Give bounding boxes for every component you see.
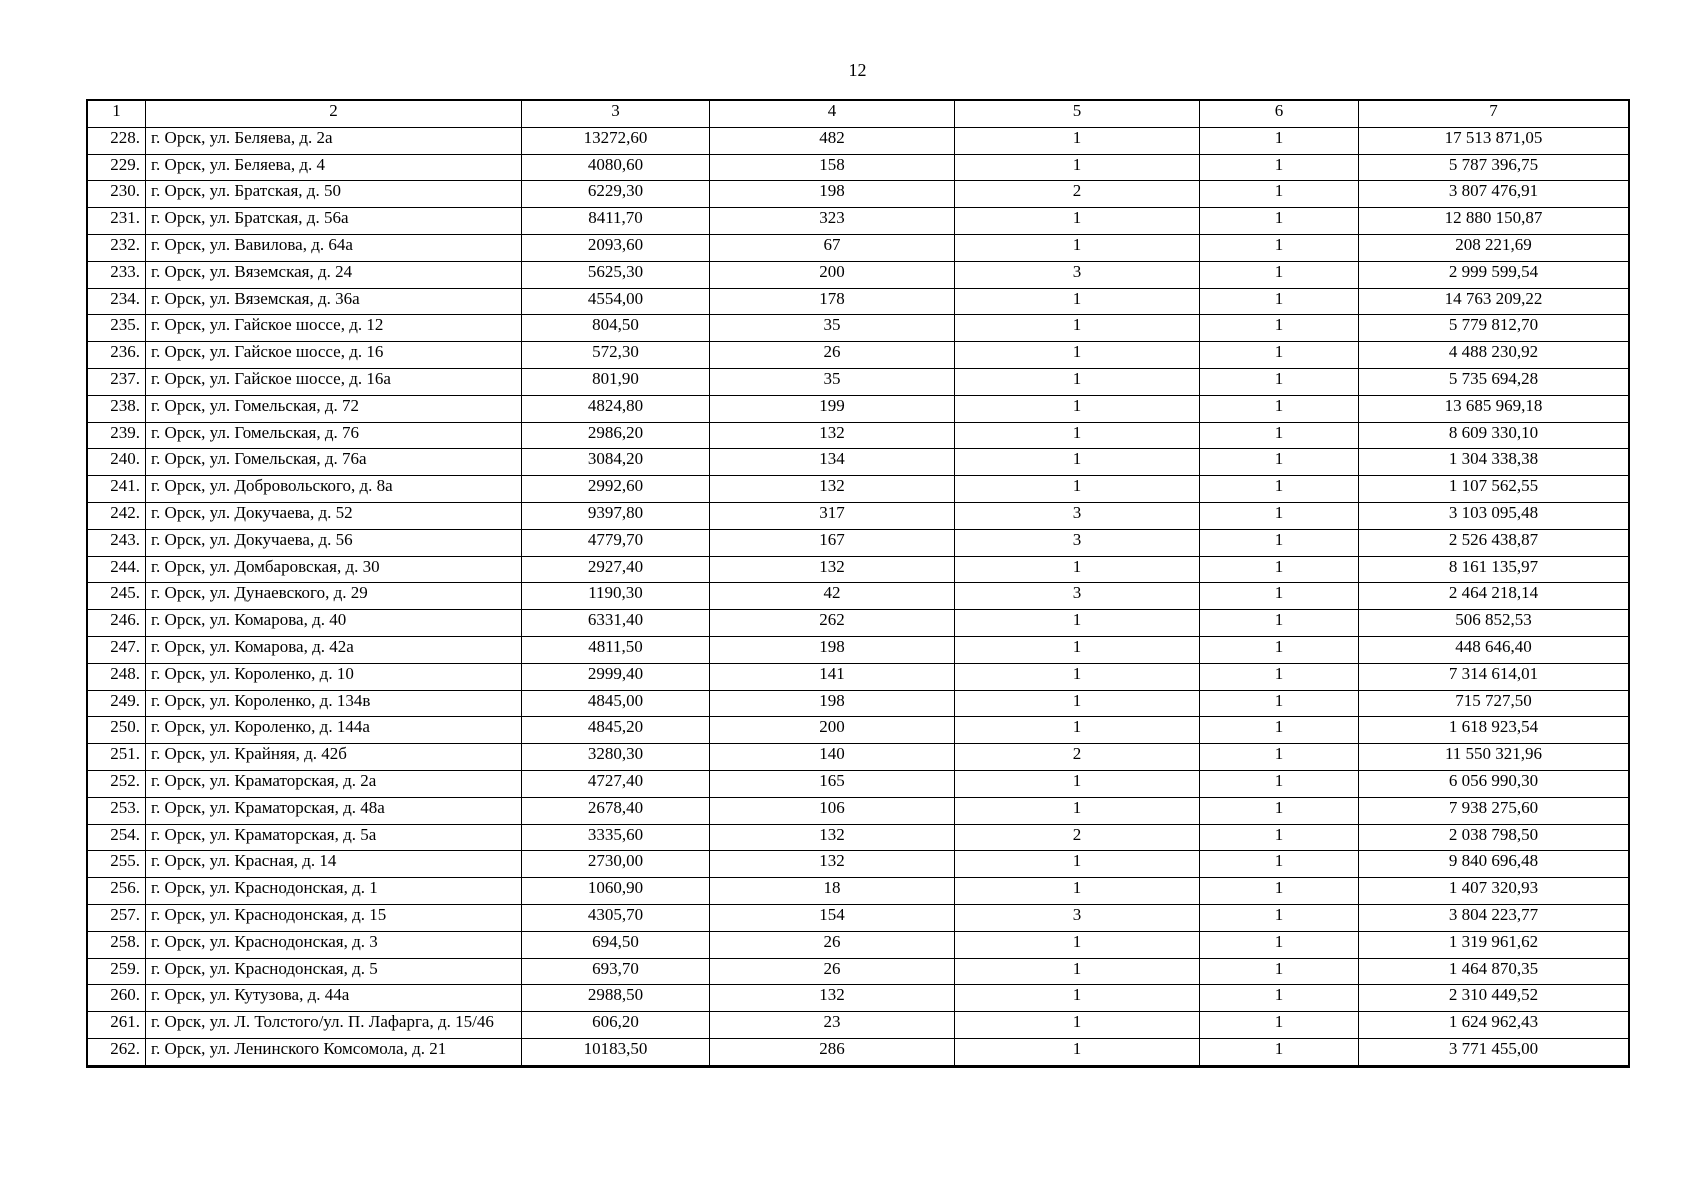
amount-cell: 13 685 969,18	[1359, 395, 1629, 422]
address-cell: г. Орск, ул. Домбаровская, д. 30	[146, 556, 522, 583]
column-5-cell: 1	[955, 851, 1200, 878]
address-cell: г. Орск, ул. Гомельская, д. 76а	[146, 449, 522, 476]
area-cell: 4554,00	[522, 288, 710, 315]
area-cell: 9397,80	[522, 502, 710, 529]
row-number-cell: 233.	[88, 261, 146, 288]
column-6-cell: 1	[1200, 288, 1359, 315]
column-5-cell: 3	[955, 529, 1200, 556]
column-4-cell: 482	[710, 127, 955, 154]
row-number-cell: 248.	[88, 663, 146, 690]
column-5-cell: 1	[955, 610, 1200, 637]
column-5-cell: 3	[955, 261, 1200, 288]
area-cell: 606,20	[522, 1012, 710, 1039]
amount-cell: 17 513 871,05	[1359, 127, 1629, 154]
column-5-cell: 2	[955, 744, 1200, 771]
column-4-cell: 106	[710, 797, 955, 824]
column-6-cell: 1	[1200, 958, 1359, 985]
table-row	[88, 127, 1629, 154]
amount-cell: 1 304 338,38	[1359, 449, 1629, 476]
column-header-1: 1	[88, 101, 146, 128]
amount-cell: 7 938 275,60	[1359, 797, 1629, 824]
address-cell: г. Орск, ул. Гайское шоссе, д. 16	[146, 342, 522, 369]
amount-cell: 2 999 599,54	[1359, 261, 1629, 288]
amount-cell: 4 488 230,92	[1359, 342, 1629, 369]
amount-cell: 1 624 962,43	[1359, 1012, 1629, 1039]
address-cell: г. Орск, ул. Комарова, д. 42а	[146, 636, 522, 663]
amount-cell: 3 771 455,00	[1359, 1038, 1629, 1065]
amount-cell: 715 727,50	[1359, 690, 1629, 717]
amount-cell: 1 319 961,62	[1359, 931, 1629, 958]
column-6-cell: 1	[1200, 556, 1359, 583]
area-cell: 2730,00	[522, 851, 710, 878]
column-4-cell: 154	[710, 904, 955, 931]
address-cell: г. Орск, ул. Комарова, д. 40	[146, 610, 522, 637]
column-4-cell: 199	[710, 395, 955, 422]
table-row	[88, 208, 1629, 235]
column-header-2: 2	[146, 101, 522, 128]
column-6-cell: 1	[1200, 824, 1359, 851]
area-cell: 8411,70	[522, 208, 710, 235]
column-5-cell: 1	[955, 636, 1200, 663]
column-5-cell: 1	[955, 931, 1200, 958]
address-cell: г. Орск, ул. Короленко, д. 10	[146, 663, 522, 690]
area-cell: 804,50	[522, 315, 710, 342]
column-4-cell: 317	[710, 502, 955, 529]
column-6-cell: 1	[1200, 770, 1359, 797]
column-4-cell: 23	[710, 1012, 955, 1039]
area-cell: 4845,20	[522, 717, 710, 744]
table-row	[88, 878, 1629, 905]
table-row	[88, 797, 1629, 824]
address-cell: г. Орск, ул. Вяземская, д. 36а	[146, 288, 522, 315]
row-number-cell: 255.	[88, 851, 146, 878]
column-5-cell: 3	[955, 583, 1200, 610]
address-cell: г. Орск, ул. Краснодонская, д. 15	[146, 904, 522, 931]
address-cell: г. Орск, ул. Братская, д. 56а	[146, 208, 522, 235]
row-number-cell: 253.	[88, 797, 146, 824]
row-number-cell: 250.	[88, 717, 146, 744]
column-header-3: 3	[522, 101, 710, 128]
row-number-cell: 241.	[88, 476, 146, 503]
column-5-cell: 2	[955, 181, 1200, 208]
amount-cell: 208 221,69	[1359, 234, 1629, 261]
page-number: 12	[848, 60, 867, 80]
address-cell: г. Орск, ул. Братская, д. 50	[146, 181, 522, 208]
column-6-cell: 1	[1200, 717, 1359, 744]
address-cell: г. Орск, ул. Гомельская, д. 76	[146, 422, 522, 449]
area-cell: 5625,30	[522, 261, 710, 288]
address-cell: г. Орск, ул. Ленинского Комсомола, д. 21	[146, 1038, 522, 1065]
amount-cell: 1 618 923,54	[1359, 717, 1629, 744]
table-row	[88, 234, 1629, 261]
row-number-cell: 259.	[88, 958, 146, 985]
column-5-cell: 1	[955, 958, 1200, 985]
amount-cell: 11 550 321,96	[1359, 744, 1629, 771]
column-4-cell: 132	[710, 422, 955, 449]
area-cell: 6229,30	[522, 181, 710, 208]
column-6-cell: 1	[1200, 181, 1359, 208]
area-cell: 2999,40	[522, 663, 710, 690]
column-5-cell: 1	[955, 1012, 1200, 1039]
row-number-cell: 228.	[88, 127, 146, 154]
row-number-cell: 229.	[88, 154, 146, 181]
area-cell: 2992,60	[522, 476, 710, 503]
column-6-cell: 1	[1200, 342, 1359, 369]
column-5-cell: 1	[955, 127, 1200, 154]
row-number-cell: 251.	[88, 744, 146, 771]
row-number-cell: 230.	[88, 181, 146, 208]
area-cell: 693,70	[522, 958, 710, 985]
address-cell: г. Орск, ул. Л. Толстого/ул. П. Лафарга, д. 15/46	[146, 1012, 522, 1039]
column-6-cell: 1	[1200, 690, 1359, 717]
column-4-cell: 140	[710, 744, 955, 771]
column-4-cell: 200	[710, 261, 955, 288]
row-number-cell: 237.	[88, 368, 146, 395]
column-4-cell: 158	[710, 154, 955, 181]
column-5-cell: 1	[955, 1038, 1200, 1065]
row-number-cell: 247.	[88, 636, 146, 663]
column-4-cell: 132	[710, 851, 955, 878]
column-5-cell: 1	[955, 556, 1200, 583]
row-number-cell: 258.	[88, 931, 146, 958]
column-6-cell: 1	[1200, 127, 1359, 154]
area-cell: 694,50	[522, 931, 710, 958]
row-number-cell: 244.	[88, 556, 146, 583]
column-6-cell: 1	[1200, 529, 1359, 556]
header-row	[88, 101, 1629, 128]
column-4-cell: 198	[710, 181, 955, 208]
column-6-cell: 1	[1200, 878, 1359, 905]
column-6-cell: 1	[1200, 395, 1359, 422]
row-number-cell: 236.	[88, 342, 146, 369]
amount-cell: 5 735 694,28	[1359, 368, 1629, 395]
address-cell: г. Орск, ул. Краматорская, д. 48а	[146, 797, 522, 824]
area-cell: 572,30	[522, 342, 710, 369]
column-6-cell: 1	[1200, 422, 1359, 449]
housing-registry-table	[87, 100, 1629, 1067]
table-row	[88, 1038, 1629, 1065]
column-5-cell: 1	[955, 395, 1200, 422]
address-cell: г. Орск, ул. Беляева, д. 2а	[146, 127, 522, 154]
table-row	[88, 529, 1629, 556]
column-4-cell: 35	[710, 368, 955, 395]
table-row	[88, 502, 1629, 529]
table-row	[88, 1012, 1629, 1039]
amount-cell: 2 526 438,87	[1359, 529, 1629, 556]
table-row	[88, 931, 1629, 958]
amount-cell: 2 310 449,52	[1359, 985, 1629, 1012]
column-4-cell: 134	[710, 449, 955, 476]
column-6-cell: 1	[1200, 583, 1359, 610]
address-cell: г. Орск, ул. Крайняя, д. 42б	[146, 744, 522, 771]
amount-cell: 8 161 135,97	[1359, 556, 1629, 583]
area-cell: 2927,40	[522, 556, 710, 583]
column-header-5: 5	[955, 101, 1200, 128]
column-6-cell: 1	[1200, 234, 1359, 261]
column-6-cell: 1	[1200, 931, 1359, 958]
column-4-cell: 200	[710, 717, 955, 744]
address-cell: г. Орск, ул. Краматорская, д. 5а	[146, 824, 522, 851]
table-row	[88, 556, 1629, 583]
address-cell: г. Орск, ул. Гомельская, д. 72	[146, 395, 522, 422]
amount-cell: 2 038 798,50	[1359, 824, 1629, 851]
table-row	[88, 154, 1629, 181]
column-5-cell: 1	[955, 234, 1200, 261]
address-cell: г. Орск, ул. Кутузова, д. 44а	[146, 985, 522, 1012]
column-5-cell: 1	[955, 288, 1200, 315]
table-row	[88, 315, 1629, 342]
column-5-cell: 1	[955, 342, 1200, 369]
column-4-cell: 35	[710, 315, 955, 342]
column-6-cell: 1	[1200, 208, 1359, 235]
column-5-cell: 1	[955, 878, 1200, 905]
column-4-cell: 132	[710, 556, 955, 583]
address-cell: г. Орск, ул. Гайское шоссе, д. 12	[146, 315, 522, 342]
table-row	[88, 395, 1629, 422]
row-number-cell: 246.	[88, 610, 146, 637]
column-4-cell: 198	[710, 636, 955, 663]
area-cell: 4727,40	[522, 770, 710, 797]
row-number-cell: 257.	[88, 904, 146, 931]
area-cell: 801,90	[522, 368, 710, 395]
column-6-cell: 1	[1200, 663, 1359, 690]
amount-cell: 5 787 396,75	[1359, 154, 1629, 181]
table-row	[88, 261, 1629, 288]
column-4-cell: 323	[710, 208, 955, 235]
column-4-cell: 167	[710, 529, 955, 556]
column-6-cell: 1	[1200, 610, 1359, 637]
column-5-cell: 1	[955, 985, 1200, 1012]
address-cell: г. Орск, ул. Добровольского, д. 8а	[146, 476, 522, 503]
row-number-cell: 234.	[88, 288, 146, 315]
column-6-cell: 1	[1200, 1012, 1359, 1039]
column-5-cell: 1	[955, 717, 1200, 744]
amount-cell: 3 103 095,48	[1359, 502, 1629, 529]
area-cell: 4845,00	[522, 690, 710, 717]
address-cell: г. Орск, ул. Вавилова, д. 64а	[146, 234, 522, 261]
table-row	[88, 368, 1629, 395]
amount-cell: 7 314 614,01	[1359, 663, 1629, 690]
column-4-cell: 262	[710, 610, 955, 637]
address-cell: г. Орск, ул. Краматорская, д. 2а	[146, 770, 522, 797]
column-4-cell: 26	[710, 958, 955, 985]
address-cell: г. Орск, ул. Краснодонская, д. 1	[146, 878, 522, 905]
row-number-cell: 262.	[88, 1038, 146, 1065]
column-5-cell: 1	[955, 476, 1200, 503]
column-header-7: 7	[1359, 101, 1629, 128]
row-number-cell: 238.	[88, 395, 146, 422]
column-4-cell: 26	[710, 342, 955, 369]
column-6-cell: 1	[1200, 315, 1359, 342]
amount-cell: 12 880 150,87	[1359, 208, 1629, 235]
column-4-cell: 42	[710, 583, 955, 610]
row-number-cell: 260.	[88, 985, 146, 1012]
column-5-cell: 2	[955, 824, 1200, 851]
column-6-cell: 1	[1200, 851, 1359, 878]
area-cell: 13272,60	[522, 127, 710, 154]
area-cell: 6331,40	[522, 610, 710, 637]
column-4-cell: 141	[710, 663, 955, 690]
amount-cell: 1 107 562,55	[1359, 476, 1629, 503]
column-5-cell: 1	[955, 770, 1200, 797]
amount-cell: 9 840 696,48	[1359, 851, 1629, 878]
column-5-cell: 3	[955, 502, 1200, 529]
row-number-cell: 249.	[88, 690, 146, 717]
area-cell: 3280,30	[522, 744, 710, 771]
column-6-cell: 1	[1200, 985, 1359, 1012]
column-5-cell: 1	[955, 154, 1200, 181]
column-6-cell: 1	[1200, 744, 1359, 771]
area-cell: 2093,60	[522, 234, 710, 261]
amount-cell: 2 464 218,14	[1359, 583, 1629, 610]
table-row	[88, 717, 1629, 744]
area-cell: 4080,60	[522, 154, 710, 181]
address-cell: г. Орск, ул. Гайское шоссе, д. 16а	[146, 368, 522, 395]
column-4-cell: 286	[710, 1038, 955, 1065]
column-4-cell: 132	[710, 476, 955, 503]
column-header-4: 4	[710, 101, 955, 128]
column-4-cell: 198	[710, 690, 955, 717]
amount-cell: 448 646,40	[1359, 636, 1629, 663]
table-row	[88, 851, 1629, 878]
column-6-cell: 1	[1200, 476, 1359, 503]
table-row	[88, 583, 1629, 610]
address-cell: г. Орск, ул. Краснодонская, д. 5	[146, 958, 522, 985]
table-body	[88, 127, 1629, 1065]
column-4-cell: 165	[710, 770, 955, 797]
row-number-cell: 231.	[88, 208, 146, 235]
column-6-cell: 1	[1200, 368, 1359, 395]
amount-cell: 506 852,53	[1359, 610, 1629, 637]
table-row	[88, 958, 1629, 985]
table-row	[88, 663, 1629, 690]
amount-cell: 3 807 476,91	[1359, 181, 1629, 208]
column-6-cell: 1	[1200, 154, 1359, 181]
table-row	[88, 449, 1629, 476]
table-row	[88, 610, 1629, 637]
address-cell: г. Орск, ул. Вяземская, д. 24	[146, 261, 522, 288]
row-number-cell: 261.	[88, 1012, 146, 1039]
column-4-cell: 67	[710, 234, 955, 261]
amount-cell: 14 763 209,22	[1359, 288, 1629, 315]
row-number-cell: 256.	[88, 878, 146, 905]
column-header-6: 6	[1200, 101, 1359, 128]
row-number-cell: 240.	[88, 449, 146, 476]
column-4-cell: 132	[710, 985, 955, 1012]
column-5-cell: 1	[955, 422, 1200, 449]
row-number-cell: 252.	[88, 770, 146, 797]
area-cell: 4811,50	[522, 636, 710, 663]
column-5-cell: 1	[955, 797, 1200, 824]
table-row	[88, 342, 1629, 369]
amount-cell: 3 804 223,77	[1359, 904, 1629, 931]
table-row	[88, 744, 1629, 771]
column-5-cell: 1	[955, 449, 1200, 476]
row-number-cell: 239.	[88, 422, 146, 449]
amount-cell: 1 464 870,35	[1359, 958, 1629, 985]
area-cell: 10183,50	[522, 1038, 710, 1065]
area-cell: 2988,50	[522, 985, 710, 1012]
row-number-cell: 235.	[88, 315, 146, 342]
column-6-cell: 1	[1200, 261, 1359, 288]
table-row	[88, 985, 1629, 1012]
column-6-cell: 1	[1200, 502, 1359, 529]
column-6-cell: 1	[1200, 1038, 1359, 1065]
column-4-cell: 178	[710, 288, 955, 315]
column-6-cell: 1	[1200, 636, 1359, 663]
column-4-cell: 132	[710, 824, 955, 851]
column-5-cell: 1	[955, 315, 1200, 342]
column-5-cell: 3	[955, 904, 1200, 931]
area-cell: 1060,90	[522, 878, 710, 905]
address-cell: г. Орск, ул. Докучаева, д. 52	[146, 502, 522, 529]
table-row	[88, 824, 1629, 851]
column-5-cell: 1	[955, 663, 1200, 690]
column-5-cell: 1	[955, 690, 1200, 717]
amount-cell: 5 779 812,70	[1359, 315, 1629, 342]
area-cell: 1190,30	[522, 583, 710, 610]
row-number-cell: 232.	[88, 234, 146, 261]
table-row	[88, 181, 1629, 208]
amount-cell: 6 056 990,30	[1359, 770, 1629, 797]
amount-cell: 1 407 320,93	[1359, 878, 1629, 905]
table-row	[88, 476, 1629, 503]
area-cell: 4824,80	[522, 395, 710, 422]
amount-cell: 8 609 330,10	[1359, 422, 1629, 449]
area-cell: 2678,40	[522, 797, 710, 824]
address-cell: г. Орск, ул. Короленко, д. 144а	[146, 717, 522, 744]
area-cell: 4779,70	[522, 529, 710, 556]
area-cell: 3335,60	[522, 824, 710, 851]
column-6-cell: 1	[1200, 904, 1359, 931]
address-cell: г. Орск, ул. Докучаева, д. 56	[146, 529, 522, 556]
column-4-cell: 18	[710, 878, 955, 905]
table-row	[88, 690, 1629, 717]
column-5-cell: 1	[955, 368, 1200, 395]
column-6-cell: 1	[1200, 797, 1359, 824]
table-row	[88, 904, 1629, 931]
row-number-cell: 254.	[88, 824, 146, 851]
column-4-cell: 26	[710, 931, 955, 958]
table-row	[88, 636, 1629, 663]
row-number-cell: 245.	[88, 583, 146, 610]
table-row	[88, 422, 1629, 449]
area-cell: 2986,20	[522, 422, 710, 449]
column-5-cell: 1	[955, 208, 1200, 235]
row-number-cell: 243.	[88, 529, 146, 556]
address-cell: г. Орск, ул. Дунаевского, д. 29	[146, 583, 522, 610]
address-cell: г. Орск, ул. Короленко, д. 134в	[146, 690, 522, 717]
column-6-cell: 1	[1200, 449, 1359, 476]
table-row	[88, 288, 1629, 315]
area-cell: 3084,20	[522, 449, 710, 476]
address-cell: г. Орск, ул. Красная, д. 14	[146, 851, 522, 878]
area-cell: 4305,70	[522, 904, 710, 931]
table-row	[88, 770, 1629, 797]
address-cell: г. Орск, ул. Краснодонская, д. 3	[146, 931, 522, 958]
row-number-cell: 242.	[88, 502, 146, 529]
address-cell: г. Орск, ул. Беляева, д. 4	[146, 154, 522, 181]
